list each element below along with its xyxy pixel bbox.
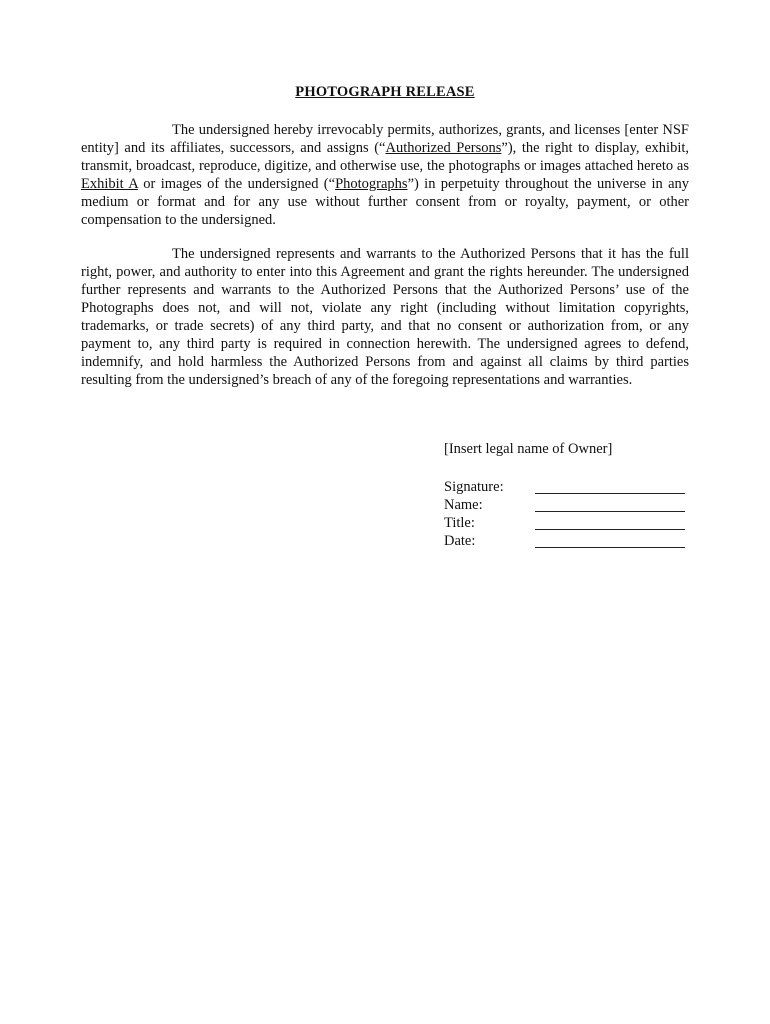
title-row	[444, 514, 689, 532]
signature-line[interactable]	[535, 481, 685, 494]
date-line[interactable]	[535, 535, 685, 548]
signature-block	[444, 478, 689, 550]
paragraph-grant-text-3: or images of the undersigned (“	[137, 176, 336, 192]
paragraph-grant-text-4: ”) in perpetuity throughout the universe in any medium or format and for any use without further consent from or royalty, payment, or other compensation to the undersigned.	[81, 176, 689, 228]
title-label: Title:	[444, 515, 475, 531]
term-authorized-persons: Authorized Persons	[385, 140, 502, 156]
paragraph-grant-text-2: ”), the right to display, exhibit, transmit, broadcast, reproduce, digitize, and otherwise use, the photographs or images attached hereto as	[81, 140, 690, 174]
date-row	[444, 532, 689, 550]
signature-row	[444, 478, 689, 496]
paragraph-grant	[81, 121, 689, 229]
name-row	[444, 496, 689, 514]
paragraph-grant-text-1: The undersigned hereby irrevocably permits, authorizes, grants, and licenses [enter NSF entity] and its affiliates, successors, and assigns (“	[81, 122, 689, 156]
term-exhibit-a: Exhibit A	[81, 176, 138, 192]
owner-name-placeholder: [Insert legal name of Owner]	[444, 441, 613, 457]
term-photographs: Photographs	[335, 176, 408, 192]
title-line[interactable]	[535, 517, 685, 530]
name-line[interactable]	[535, 499, 685, 512]
document-title: PHOTOGRAPH RELEASE	[295, 84, 475, 100]
signature-label: Signature:	[444, 479, 504, 495]
paragraph-warranties: The undersigned represents and warrants to the Authorized Persons that it has the full right, power, and authority to enter into this Agreement and grant the rights hereunder. The undersigned further represents and warrants to the Authorized Persons that the Authorized Persons’ use of the Photographs does not, and will not, violate any right (including without limitation copyrights, trademarks, or trade secrets) of any third party, and that no consent or authorization from, or any payment to, any third party is required in connection herewith. The undersigned agrees to defend, indemnify, and hold harmless the Authorized Persons from and against all claims by third parties resulting from the undersigned’s breach of any of the foregoing representations and warranties.	[81, 246, 689, 388]
date-label: Date:	[444, 533, 476, 549]
name-label: Name:	[444, 497, 483, 513]
